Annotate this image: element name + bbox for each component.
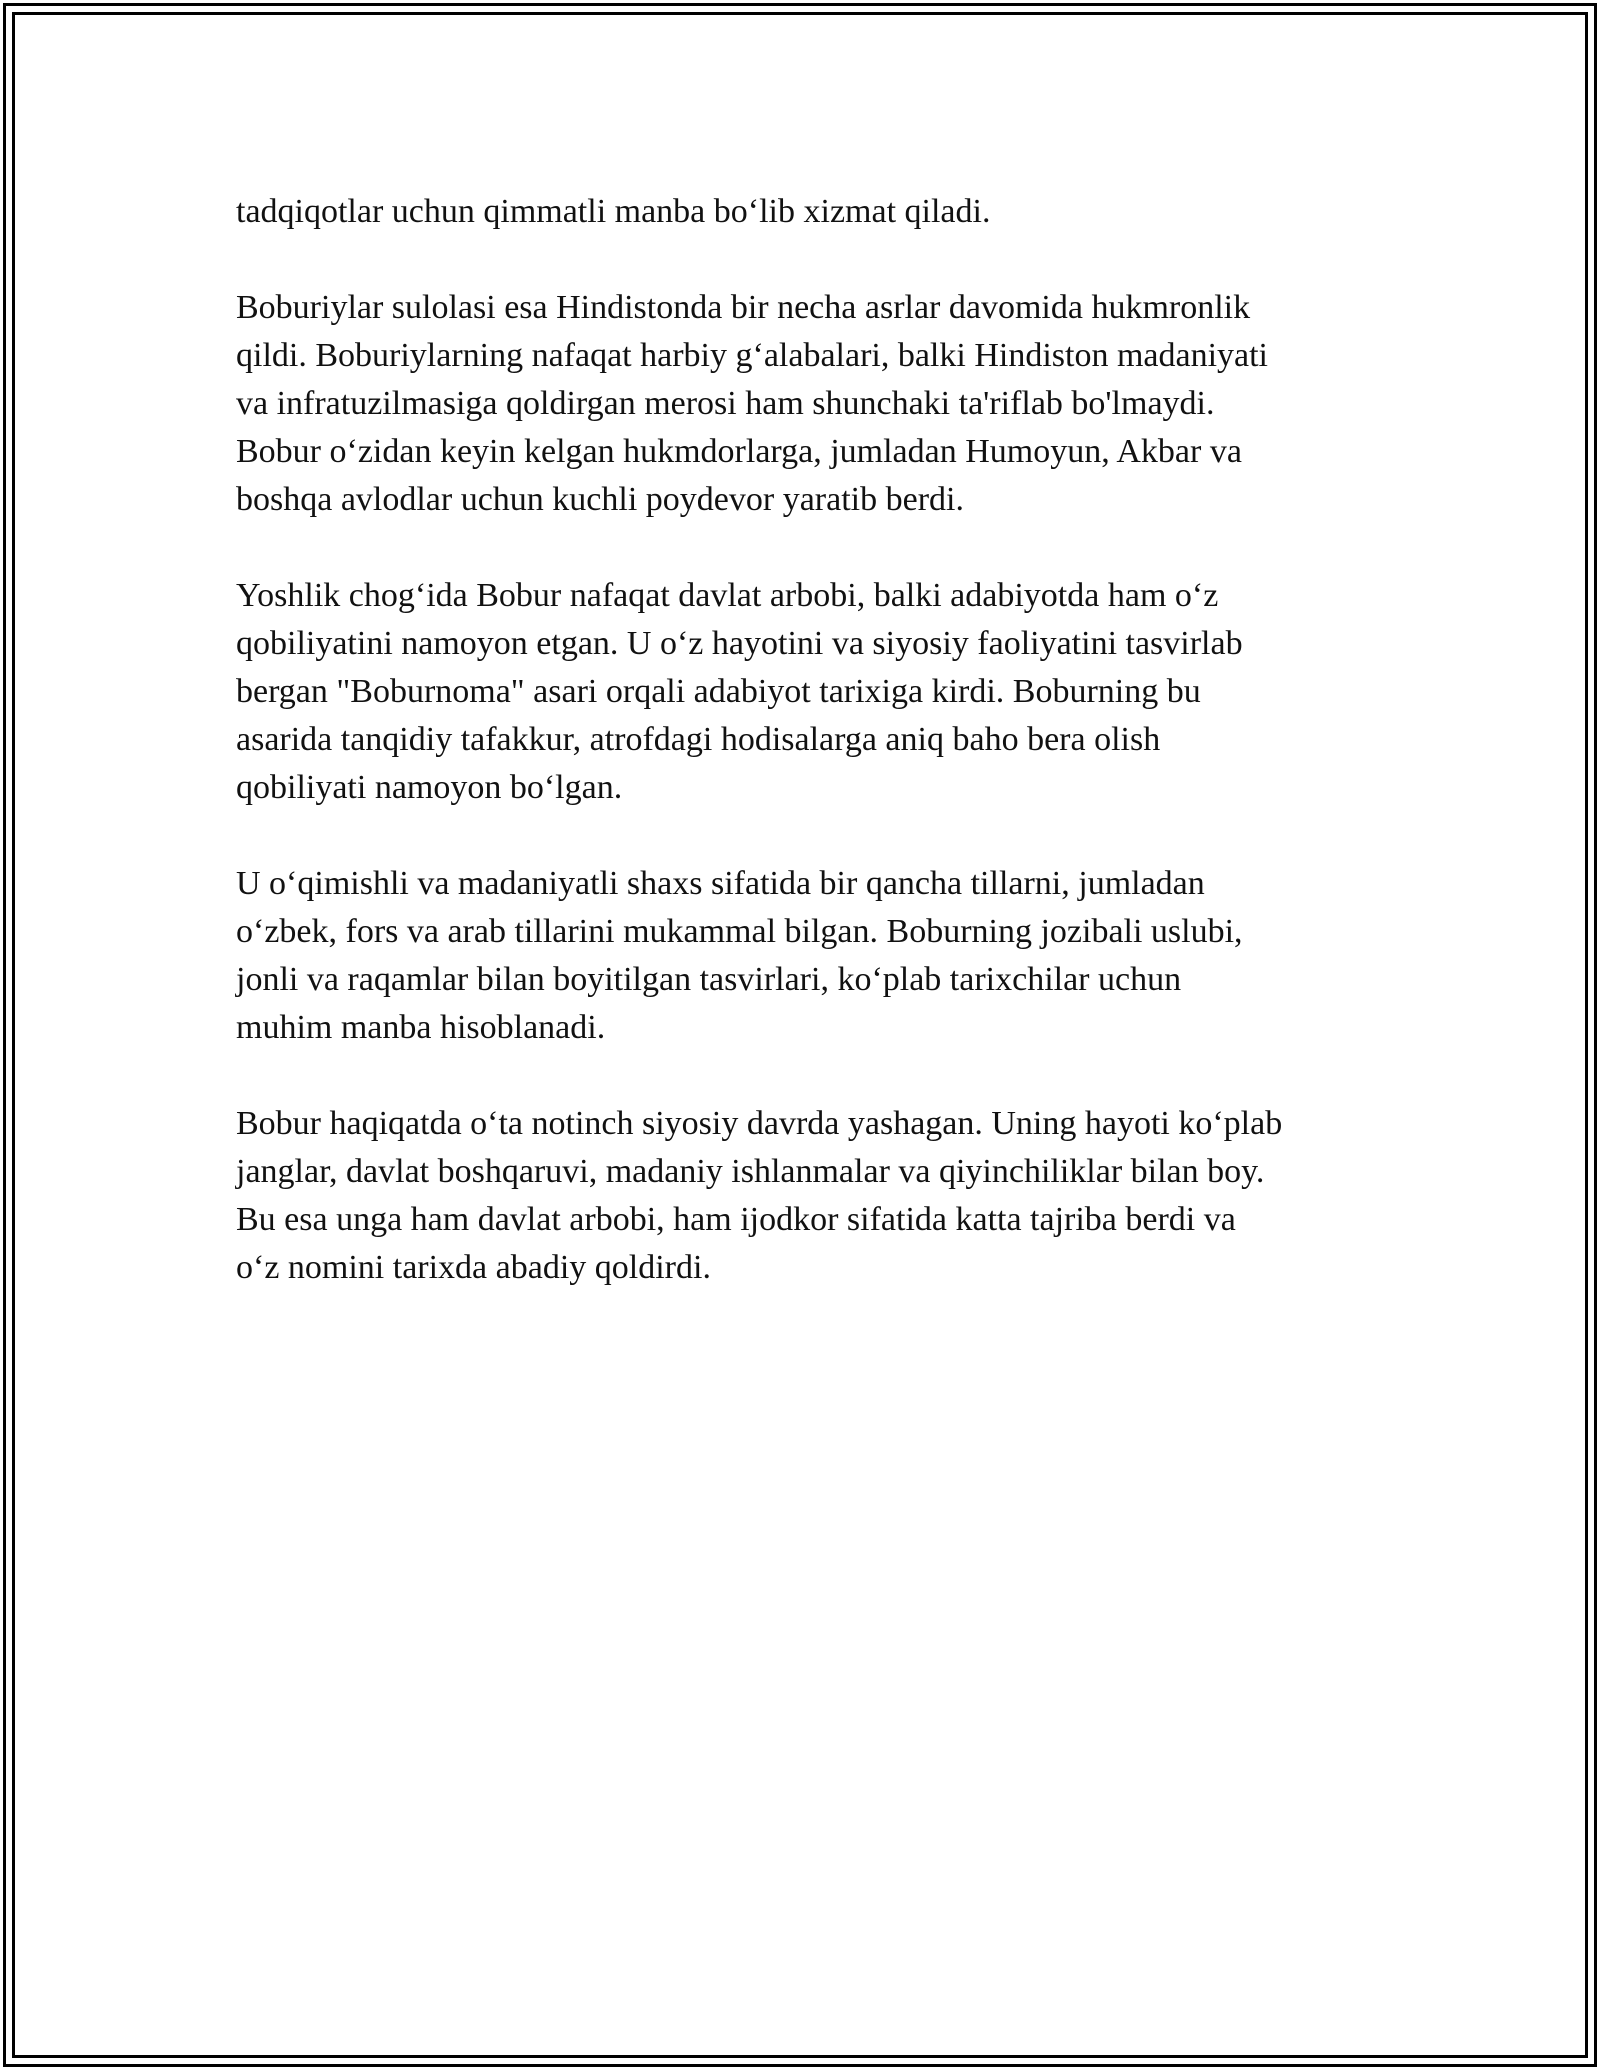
text-line: va infratuzilmasiga qoldirgan merosi ham shunchaki ta'riflab bo'lmaydi. [236, 385, 1215, 422]
paragraph [236, 284, 1396, 524]
text-line: muhim manba hisoblanadi. [236, 1009, 606, 1046]
text-line: qobiliyati namoyon bo‘lgan. [236, 769, 623, 806]
document-body [236, 188, 1396, 1340]
text-line: Boburiylar sulolasi esa Hindistonda bir necha asrlar davomida hukmronlik [236, 289, 1251, 326]
text-line: qildi. Boburiylarning nafaqat harbiy g‘alabalari, balki Hindiston madaniyati [236, 337, 1269, 374]
text-line: o‘zbek, fors va arab tillarini mukammal bilgan. Boburning jozibali uslubi, [236, 913, 1243, 950]
paragraph [236, 1100, 1396, 1292]
text-line: janglar, davlat boshqaruvi, madaniy ishlanmalar va qiyinchiliklar bilan boy. [236, 1153, 1265, 1190]
text-line: bergan "Boburnoma" asari orqali adabiyot tarixiga kirdi. Boburning bu [236, 673, 1201, 710]
text-line: Yoshlik chog‘ida Bobur nafaqat davlat arbobi, balki adabiyotda ham o‘z [236, 577, 1219, 614]
paragraph [236, 188, 1396, 236]
text-line: Bobur o‘zidan keyin kelgan hukmdorlarga, jumladan Humoyun, Akbar va [236, 433, 1242, 470]
text-line: jonli va raqamlar bilan boyitilgan tasvirlari, ko‘plab tarixchilar uchun [236, 961, 1182, 998]
text-line: Bobur haqiqatda o‘ta notinch siyosiy davrda yashagan. Uning hayoti ko‘plab [236, 1105, 1283, 1142]
paragraph [236, 572, 1396, 812]
text-line: U o‘qimishli va madaniyatli shaxs sifatida bir qancha tillarni, jumladan [236, 865, 1205, 902]
text-line: boshqa avlodlar uchun kuchli poydevor yaratib berdi. [236, 481, 964, 518]
text-line: tadqiqotlar uchun qimmatli manba bo‘lib xizmat qiladi. [236, 193, 991, 230]
text-line: Bu esa unga ham davlat arbobi, ham ijodkor sifatida katta tajriba berdi va [236, 1201, 1236, 1238]
text-line: qobiliyatini namoyon etgan. U o‘z hayotini va siyosiy faoliyatini tasvirlab [236, 625, 1243, 662]
text-line: o‘z nomini tarixda abadiy qoldirdi. [236, 1249, 711, 1286]
text-line: asarida tanqidiy tafakkur, atrofdagi hodisalarga aniq baho bera olish [236, 721, 1161, 758]
paragraph [236, 860, 1396, 1052]
